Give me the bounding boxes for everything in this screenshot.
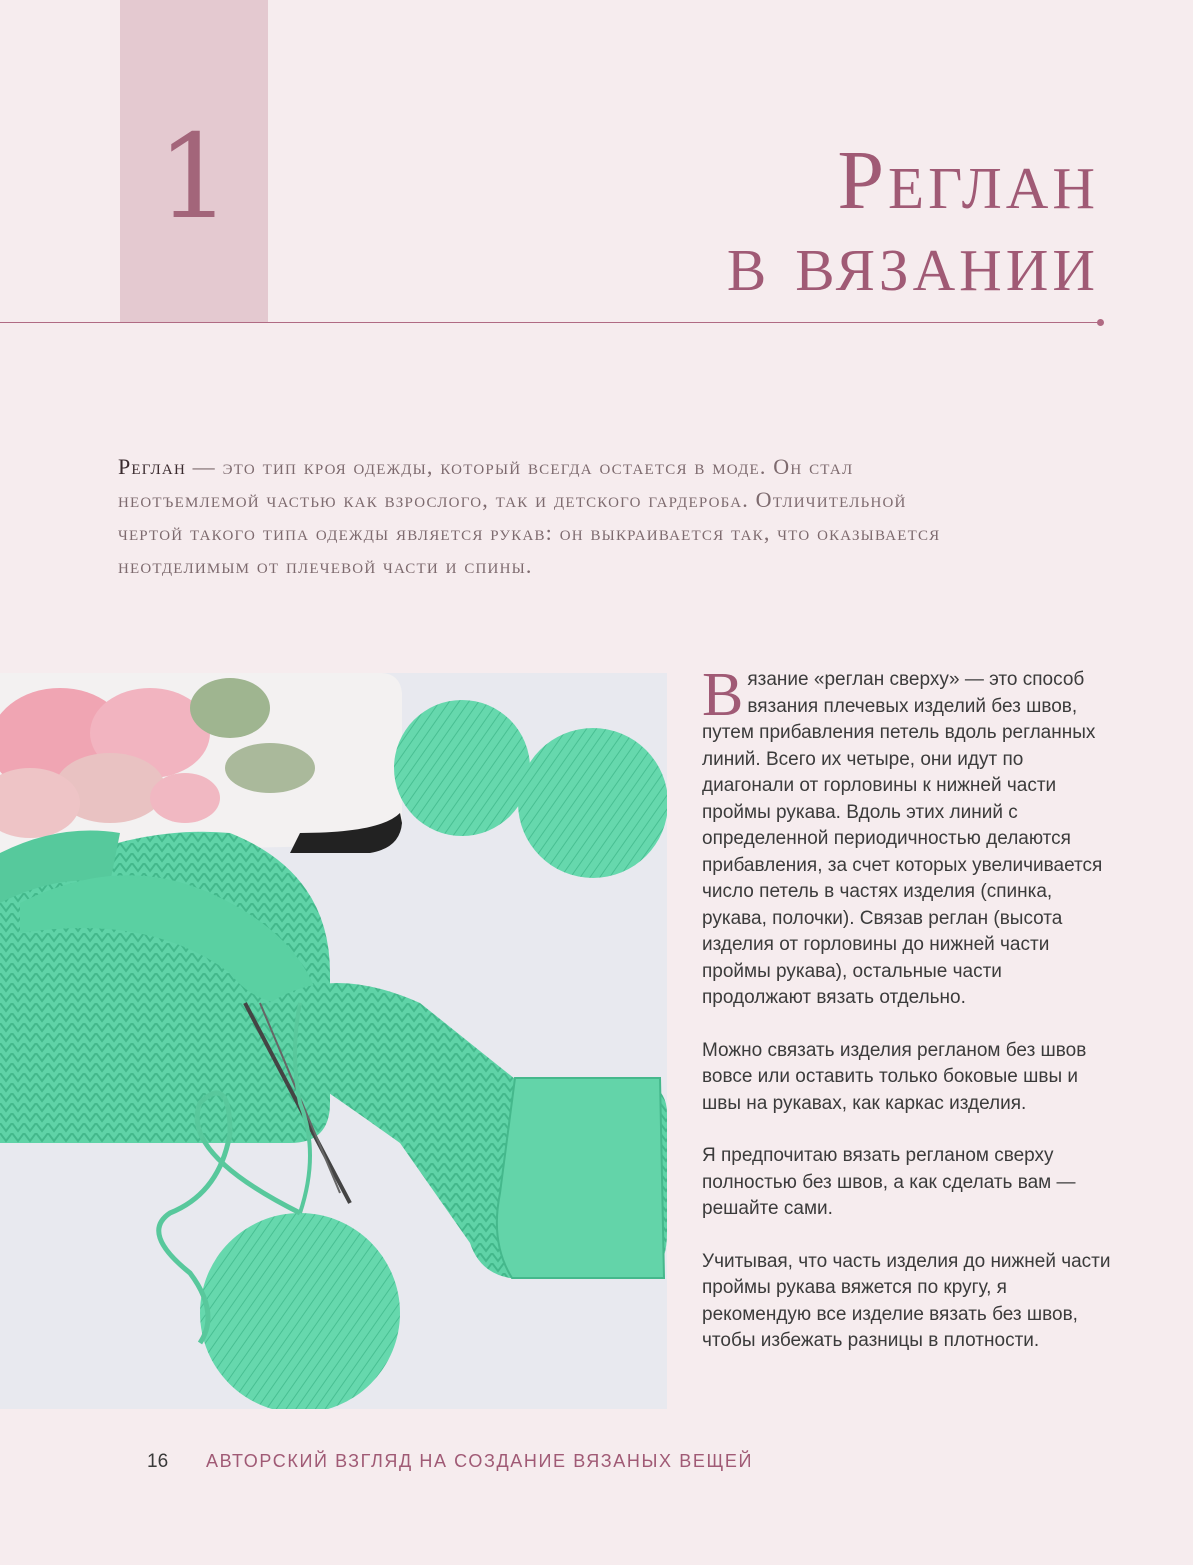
knitting-illustration: [0, 673, 667, 1409]
intro-lead-word: Реглан: [118, 454, 186, 479]
intro-paragraph: [118, 450, 948, 582]
body-paragraph-4: Учитывая, что часть изделия до нижней части проймы рукава вяжется по кругу, я рекомендую все изделие вязать без швов, чтобы избежать разницы в плотности.: [702, 1250, 1111, 1351]
drop-cap: В: [702, 661, 744, 729]
chapter-number: 1: [157, 110, 231, 245]
body-paragraph-2: Можно связать изделия регланом без швов вовсе или оставить только боковые швы и швы на рукавах, как каркас изделия.: [702, 1039, 1087, 1114]
divider-dot: [1097, 319, 1104, 326]
intro-text: — это тип кроя одежды, который всегда остается в моде. Он стал неотъемлемой частью как взрослого, так и детского гардероба. Отличительной чертой такого типа одежды является рукав: он выкраивается так, что оказывается неотделимым от плечевой части и спины.: [118, 454, 941, 578]
running-footer-title: АВТОРСКИЙ ВЗГЛЯД НА СОЗДАНИЕ ВЯЗАНЫХ ВЕЩЕЙ: [206, 1451, 754, 1471]
chapter-title-line-1: Реглан: [837, 134, 1099, 227]
body-text: [702, 661, 1112, 1381]
divider-rule: [0, 322, 1100, 323]
page-number: 16: [147, 1451, 169, 1472]
body-paragraph-1: [702, 661, 1112, 1012]
chapter-title-line-2: в вязании: [726, 216, 1099, 309]
body-paragraph-1-text: язание «реглан сверху» — это способ вязания плечевых изделий без швов, путем прибавления петель вдоль регланных линий. Всего их четыре, они идут по диагонали от горловины к нижней части проймы рукава. Вдоль этих линий с определенной периодичностью делаются прибавления, за счет которых увеличивается число петель в частях изделия (спинка, рукава, полочки). Связав реглан (высота изделия от горловины до нижней части проймы рукава), остальные части продолжают вязать отдельно.: [702, 669, 1103, 1008]
chapter-title: [726, 134, 1099, 309]
body-paragraph-3: Я предпочитаю вязать регланом сверху полностью без швов, а как сделать вам — решайте сами.: [702, 1145, 1076, 1219]
knitting-photo: [0, 673, 667, 1409]
